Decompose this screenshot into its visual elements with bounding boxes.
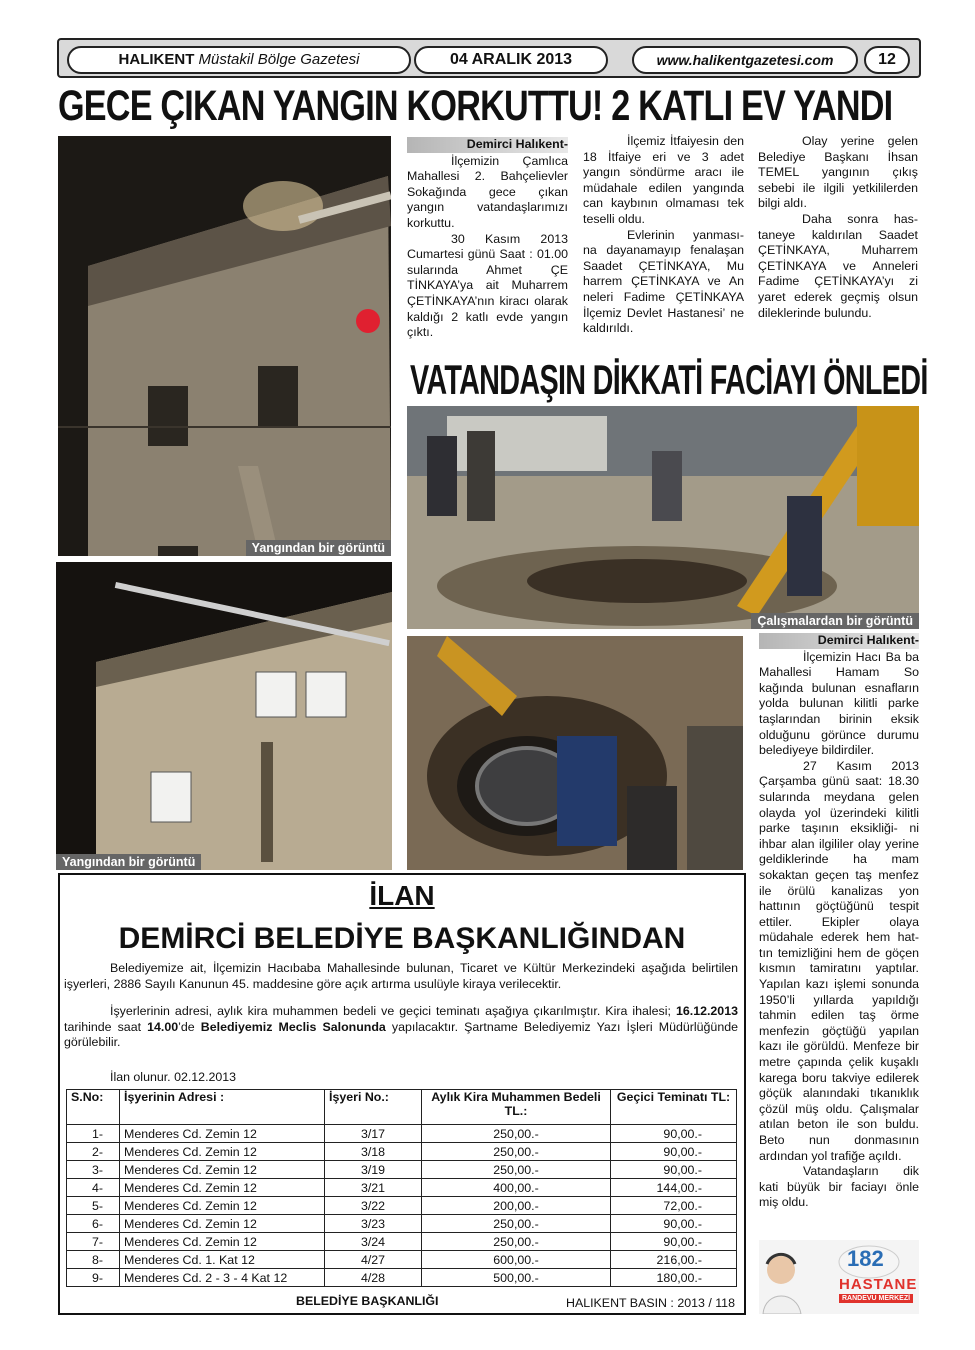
cell-isyeri-no: 3/22 (325, 1197, 422, 1215)
ilan-table-row (67, 1215, 737, 1233)
cell-rent: 400,00.- (422, 1179, 611, 1197)
hospital-ad-name: HASTANE (839, 1276, 918, 1293)
ilan-table-header (67, 1090, 737, 1125)
hospital-ad[interactable] (759, 1240, 919, 1314)
cell-address: Menderes Cd. Zemin 12 (120, 1143, 325, 1161)
cell-deposit: 216,00.- (611, 1251, 737, 1269)
ilan-table (66, 1089, 737, 1287)
works-photo-top-caption: Çalışmalardan bir görüntü (751, 613, 919, 629)
cell-deposit: 180,00.- (611, 1269, 737, 1287)
article2-paragraph: İlçemizin Hacı Ba ba Mahallesi Hamam So kağında bulunan esnafların yolda bulunan kilitli parke taşlarından birinin eksik olduğunu görünce durumu belediyeye bildirdiler. (759, 649, 919, 758)
cell-sno: 4- (67, 1179, 120, 1197)
cell-isyeri-no: 3/24 (325, 1233, 422, 1251)
cell-isyeri-no: 3/19 (325, 1161, 422, 1179)
cell-rent: 200,00.- (422, 1197, 611, 1215)
article1-headline: GECE ÇIKAN YANGIN KORKUTTU! 2 KATLI EV YANDI (58, 82, 893, 130)
cell-address: Menderes Cd. Zemin 12 (120, 1233, 325, 1251)
cell-deposit: 90,00.- (611, 1233, 737, 1251)
cell-sno: 8- (67, 1251, 120, 1269)
hospital-ad-number: 182 (847, 1246, 884, 1271)
cell-sno: 3- (67, 1161, 120, 1179)
article1-byline: Demirci Halıkent- (407, 137, 568, 153)
cell-deposit: 90,00.- (611, 1161, 737, 1179)
col-sno: S.No: (67, 1090, 120, 1125)
cell-sno: 9- (67, 1269, 120, 1287)
fire-photo-bottom-image (56, 562, 392, 870)
works-photo-top (407, 406, 919, 629)
ilan-table-row (67, 1179, 737, 1197)
fire-photo-bottom-caption: Yangından bir görüntü (56, 854, 201, 870)
cell-rent: 250,00.- (422, 1233, 611, 1251)
cell-rent: 500,00.- (422, 1269, 611, 1287)
article1-column-2 (583, 134, 744, 337)
article1-column-3 (758, 134, 918, 321)
cell-address: Menderes Cd. Zemin 12 (120, 1161, 325, 1179)
website-text: www.halikentgazetesi.com (656, 52, 834, 68)
cell-address: Menderes Cd. Zemin 12 (120, 1125, 325, 1143)
cell-rent: 250,00.- (422, 1161, 611, 1179)
cell-rent: 250,00.- (422, 1143, 611, 1161)
article2-byline: Demirci Halıkent- (759, 633, 919, 649)
ilan-paragraph-1 (64, 961, 738, 992)
article2-column (759, 633, 919, 1211)
masthead-bar (57, 38, 921, 78)
cell-sno: 5- (67, 1197, 120, 1215)
fire-photo-top-caption: Yangından bir görüntü (246, 540, 391, 556)
cell-sno: 7- (67, 1233, 120, 1251)
issue-date (414, 46, 608, 74)
article1-column-1 (407, 137, 568, 341)
cell-rent: 250,00.- (422, 1215, 611, 1233)
ilan-table-row (67, 1125, 737, 1143)
cell-deposit: 90,00.- (611, 1215, 737, 1233)
article1-paragraph: 30 Kasım 2013 Cumartesi günü Saat : 01.00 sularında Ahmet ÇE TİNKAYA’ya ait Muharrem ÇETİNKAYA’nın kiracı olarak kaldığı 2 katlı evde yangın çıktı. (407, 231, 568, 340)
article2-paragraph: 27 Kasım 2013 Çarşamba günü saat: 18.30 sularında meydana gelen olayda yol üzerindeki kilitli parke taşının eksikliği- ni ihbar alan ilgililer olay yerine geldiklerinde ha mam sokaktan geçen taş menfez ile örülü kanalizas yon hattının göçtüğünü tespit ettiler. Ekipler olaya müdahale ederek hem hat- tın temizliğini hem de göçen kısmın tamiratını yaptılar. Yapılan kazı işlemi sonunda 1950’li yıllarda yapıldığı tahmin edilen taş örme menfezin göçtüğü yapılan kazı ile görüldü. Menfeze bir metre çapında çelik kuşaklı karega boru takviye edilerek göçük alanındaki tıkanıklık çözül müş oldu. Çalışmalar atılan beton ile son buldu. Beto nun donmasının ardından yol trafiğe açıldı. (759, 758, 919, 1163)
works-photo-bottom (407, 636, 743, 870)
cell-address: Menderes Cd. 1. Kat 12 (120, 1251, 325, 1269)
cell-isyeri-no: 4/27 (325, 1251, 422, 1269)
fire-photo-top-image (58, 136, 391, 556)
ilan-p2-b: tarihinde saat (64, 1019, 142, 1034)
cell-isyeri-no: 3/23 (325, 1215, 422, 1233)
cell-sno: 1- (67, 1125, 120, 1143)
hospital-ad-tagline: RANDEVU MERKEZİ (839, 1294, 913, 1303)
ilan-subtitle: DEMİRCİ BELEDİYE BAŞKANLIĞINDAN (118, 922, 686, 955)
fire-photo-bottom (56, 562, 392, 870)
ilan-paragraph-2 (64, 1004, 738, 1051)
cell-address: Menderes Cd. 2 - 3 - 4 Kat 12 (120, 1269, 325, 1287)
paper-name: HALIKENT (118, 51, 195, 68)
cell-rent: 250,00.- (422, 1125, 611, 1143)
cell-sno: 2- (67, 1143, 120, 1161)
issue-date-text: 04 ARALIK 2013 (449, 51, 573, 68)
cell-isyeri-no: 3/17 (325, 1125, 422, 1143)
ilan-table-row (67, 1233, 737, 1251)
cell-address: Menderes Cd. Zemin 12 (120, 1215, 325, 1233)
cell-address: Menderes Cd. Zemin 12 (120, 1197, 325, 1215)
page-number (864, 46, 910, 74)
cell-rent: 600,00.- (422, 1251, 611, 1269)
ilan-table-row (67, 1161, 737, 1179)
cell-address: Menderes Cd. Zemin 12 (120, 1179, 325, 1197)
ilan-title: İLAN (369, 880, 435, 911)
paper-tagline: Müstakil Bölge Gazetesi (198, 51, 360, 68)
ilan-announce-date: İlan olunur. 02.12.2013 (110, 1070, 237, 1084)
cell-deposit: 72,00.- (611, 1197, 737, 1215)
ilan-table-row (67, 1269, 737, 1287)
ilan-p2-a: İşyerlerinin adresi, aylık kira muhammen bedeli ve geçici teminatı aşağıya çıkarılmıştır. Kira ihalesi; (110, 1004, 671, 1018)
ilan-table-row (67, 1197, 737, 1215)
article1-paragraph: Evlerinin yanması- na dayanamayıp fenalaşan Saadet ÇETİNKAYA, Mu harrem ÇETİNKAYA ve An neleri Fadime ÇETİNKAYA İlçemiz Devlet Hastanesi’ ne kaldırıldı. (583, 227, 744, 336)
page-number-text: 12 (878, 51, 896, 68)
website-pill (632, 46, 858, 74)
article2-headline: VATANDAŞIN DİKKATİ FACİAYI ÖNLEDİ (410, 356, 928, 403)
cell-deposit: 90,00.- (611, 1143, 737, 1161)
paper-name-pill (67, 46, 411, 74)
cell-isyeri-no: 3/18 (325, 1143, 422, 1161)
ilan-p2-c: ’de (178, 1019, 195, 1034)
ilan-signature: BELEDİYE BAŞKANLIĞI (296, 1294, 439, 1308)
ilan-table-row (67, 1251, 737, 1269)
ilan-p2-d: yapılacaktır. Şartname Belediyemiz Yazı İşleri Müdürlüğünde görülebilir. (64, 1019, 738, 1050)
fire-photo-top (58, 136, 391, 556)
cell-isyeri-no: 3/21 (325, 1179, 422, 1197)
ilan-paragraph-1-text: Belediyemize ait, İlçemizin Hacıbaba Mahallesinde bulunan, Ticaret ve Kültür Merkezindeki aşağıda belirtilen işyerleri, 2886 Sayılı Kanunun 45. maddesine göre açık artırma usulüyle kiraya verilecektir. (64, 961, 738, 991)
cell-deposit: 144,00.- (611, 1179, 737, 1197)
ilan-press-ref: HALIKENT BASIN : 2013 / 118 (566, 1296, 735, 1310)
ilan-table-row (67, 1143, 737, 1161)
cell-deposit: 90,00.- (611, 1125, 737, 1143)
col-isyeri-no: İşyeri No.: (325, 1090, 422, 1125)
cell-isyeri-no: 4/28 (325, 1269, 422, 1287)
article1-paragraph: Olay yerine gelen Belediye Başkanı İhsan TEMEL yangının çıkış sebebi ile ilgili yetkililerden bilgi aldı. (758, 134, 918, 211)
ilan-p2-date: 16.12.2013 (675, 1004, 738, 1018)
article1-paragraph: İlçemiz İtfaiyesin den 18 İtfaiye eri ve 3 adet yangın söndürme aracı ile müdahale edilen yangında can kaybının olmaması tek teselli oldu. (583, 134, 744, 226)
works-photo-top-image (407, 406, 919, 629)
article1-paragraph: İlçemizin Çamlıca Mahallesi 2. Bahçelievler Sokağında gece çıkan yangın vatandaşlarımızı korkuttu. (407, 153, 568, 230)
article1-paragraph: Daha sonra has- taneye kaldırılan Saadet ÇETİNKAYA, Muharrem ÇETİNKAYA ve Anneleri Fadime ÇETİNKAYA’yı zi yaret ederek geçmiş olsun dileklerinde bulundu. (758, 211, 918, 320)
cell-sno: 6- (67, 1215, 120, 1233)
article2-paragraph: Vatandaşların dik kati büyük bir faciayı önle miş oldu. (759, 1164, 919, 1210)
works-photo-bottom-image (407, 636, 743, 870)
col-rent: Aylık Kira Muhammen Bedeli TL.: (422, 1090, 611, 1125)
col-address: İşyerinin Adresi : (120, 1090, 325, 1125)
col-deposit: Geçici Teminatı TL: (611, 1090, 737, 1125)
ilan-p2-place: Belediyemiz Meclis Salonunda (200, 1019, 386, 1034)
ilan-p2-time: 14.00 (147, 1019, 179, 1034)
